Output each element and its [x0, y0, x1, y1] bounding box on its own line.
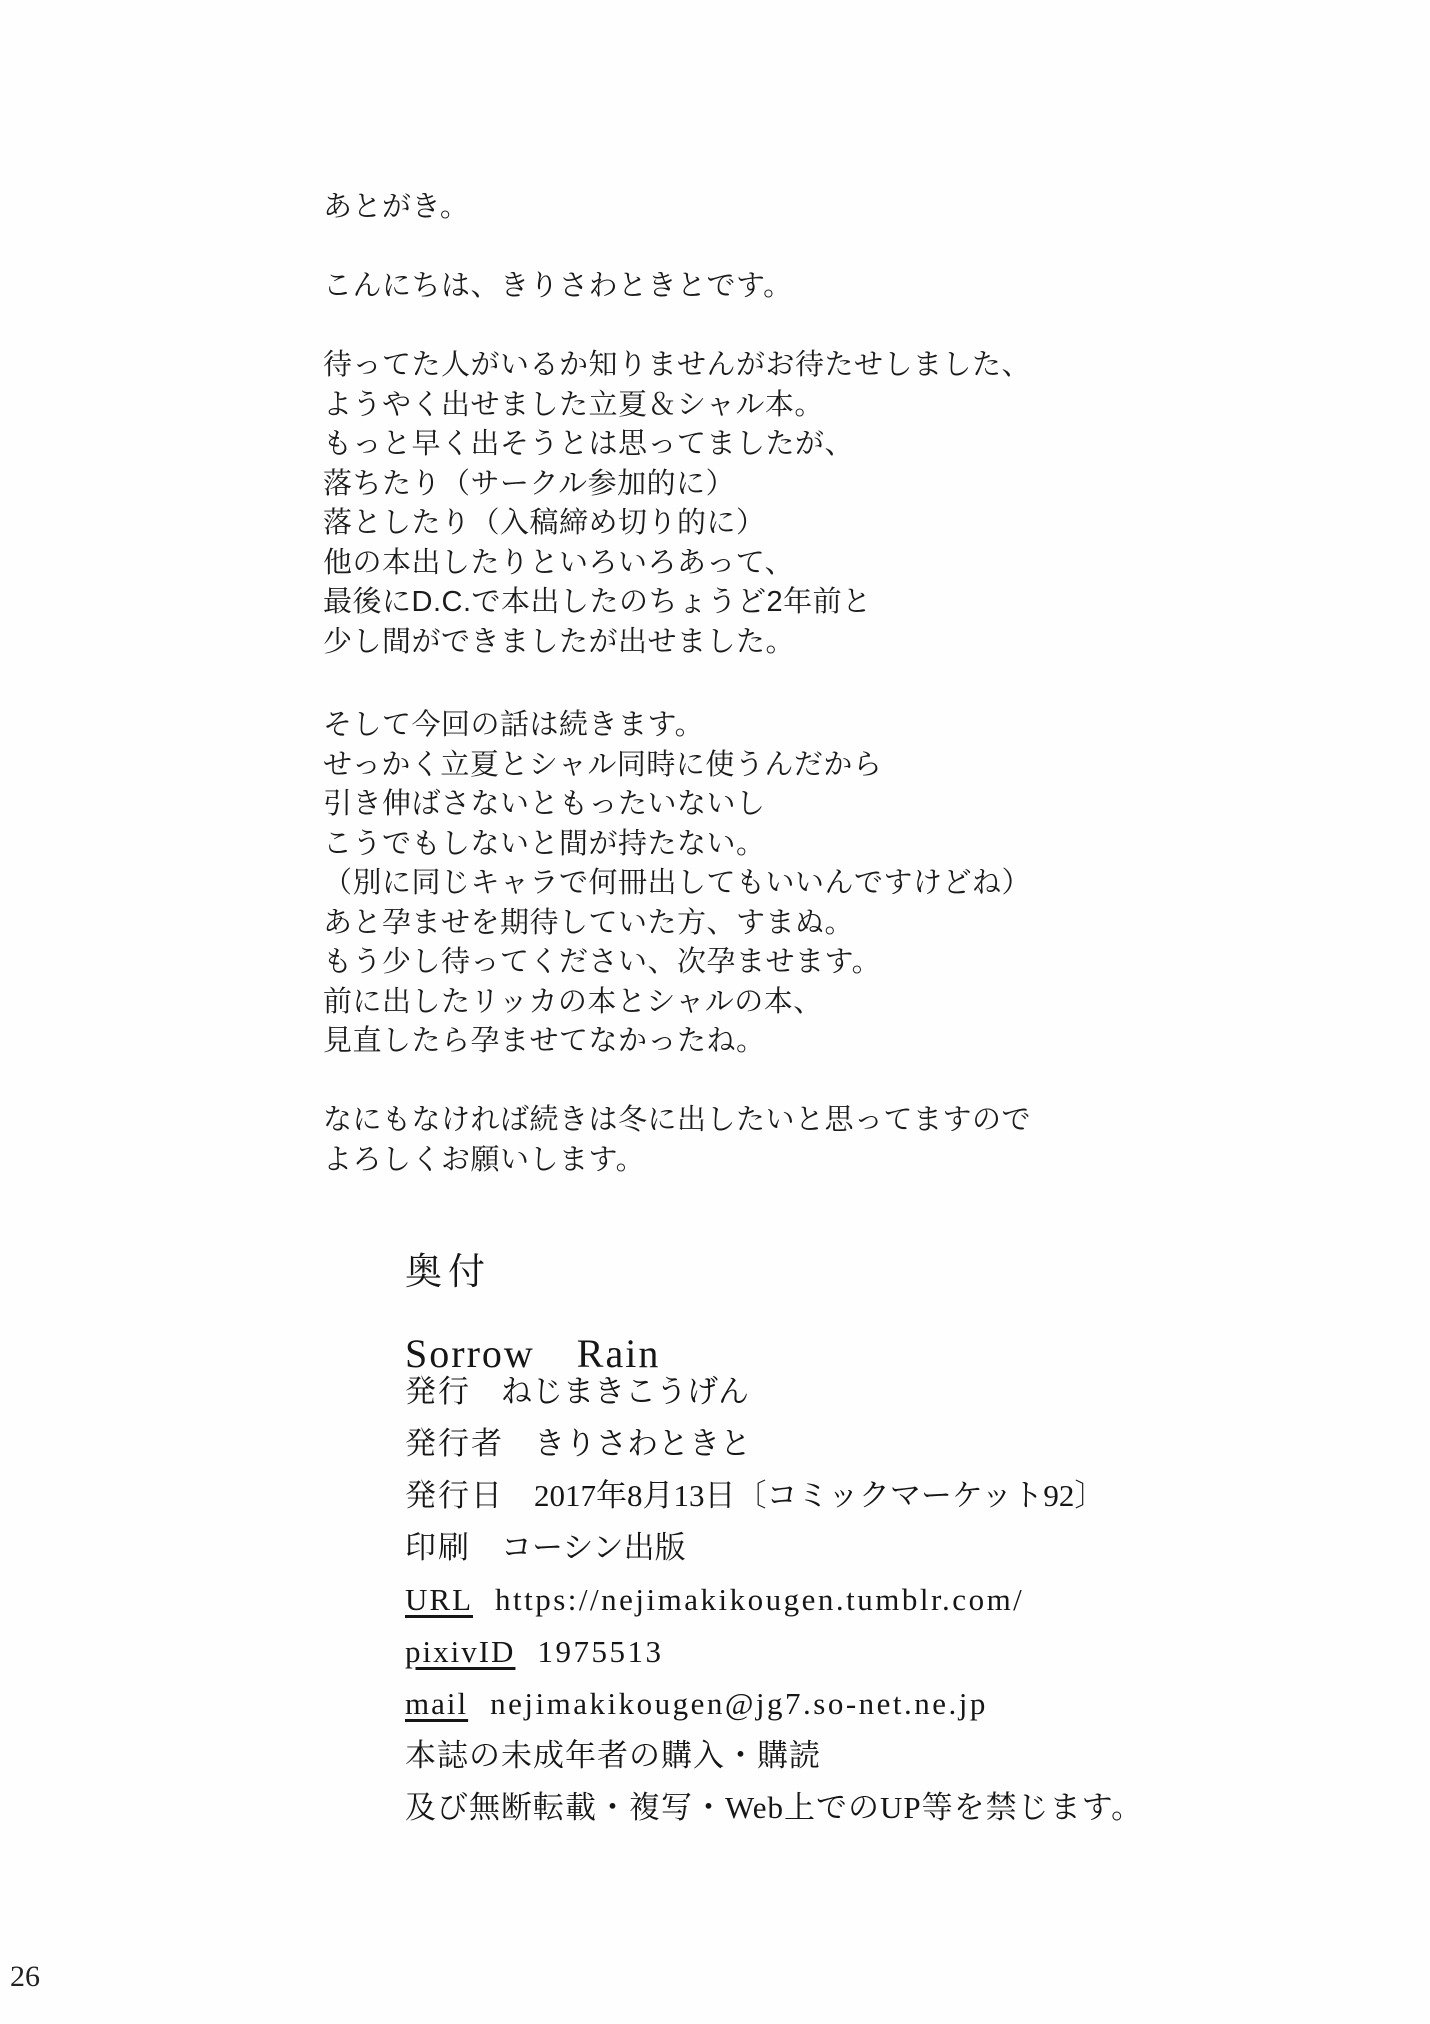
- afterword-line: もう少し待ってください、次孕ませます。: [323, 946, 882, 978]
- afterword-line: もっと早く出そうとは思ってましたが、: [323, 428, 855, 460]
- colophon-label: 発行者: [405, 1426, 504, 1461]
- afterword-greeting: こんにちは、きりさわときとです。: [323, 270, 793, 302]
- afterword-line: こうでもしないと間が持たない。: [323, 827, 766, 860]
- afterword-paragraph: [323, 188, 1031, 228]
- colophon-label: 印刷: [405, 1530, 471, 1565]
- colophon-value: ねじまきこうげん: [501, 1374, 749, 1409]
- colophon-label: 発行: [405, 1374, 471, 1409]
- afterword-line: せっかく立夏とシャル同時に使うんだから: [323, 748, 883, 781]
- afterword-line: よろしくお願いします。: [323, 1143, 646, 1176]
- colophon-row-mail: [405, 1678, 1143, 1730]
- colophon-value-url: https://nejimakikougen.tumblr.com/: [495, 1582, 1025, 1617]
- afterword-line: 他の本出したりといろいろあって、: [323, 546, 795, 579]
- colophon-value-mail: nejimakikougen@jg7.so-net.ne.jp: [490, 1686, 988, 1721]
- afterword-paragraph: [323, 346, 1031, 662]
- colophon-row-author: [405, 1418, 1143, 1470]
- afterword-paragraph: [323, 1101, 1031, 1180]
- colophon-label: mail: [405, 1686, 469, 1721]
- afterword-paragraph: [323, 706, 1031, 1062]
- afterword-line: あと孕ませを期待していた方、すまぬ。: [323, 906, 855, 939]
- afterword-line: なにもなければ続きは冬に出したいと思ってますので: [323, 1104, 1032, 1136]
- afterword-heading: あとがき。: [323, 191, 470, 223]
- book-title: Sorrow Rain: [405, 1331, 661, 1376]
- colophon-row-publish-date: [405, 1470, 1143, 1522]
- afterword-line: 落としたり（入稿締め切り的に）: [323, 507, 766, 539]
- colophon-value: コーシン出版: [501, 1530, 686, 1565]
- afterword-line: ようやく出せました立夏＆シャル本。: [323, 388, 824, 421]
- afterword-line: 見直したら孕ませてなかったね。: [323, 1025, 766, 1057]
- afterword-line: 待ってた人がいるか知りませんがお待たせしました、: [323, 349, 1032, 381]
- page-number: 26: [10, 1960, 40, 1993]
- afterword-line: 前に出したリッカの本とシャルの本、: [323, 985, 823, 1018]
- colophon-label: 発行日: [405, 1478, 504, 1513]
- afterword-line: （別に同じキャラで何冊出してもいいんですけどね）: [323, 867, 1032, 899]
- afterword-paragraph: [323, 267, 1031, 307]
- colophon-value: きりさわときと: [534, 1426, 751, 1461]
- afterword-line: 引き伸ばさないともったいないし: [323, 788, 766, 820]
- afterword-line: 最後にD.C.で本出したのちょうど2年前と: [323, 586, 872, 618]
- colophon-row-pixiv-id: [405, 1626, 1143, 1678]
- colophon-label: pixivID: [405, 1634, 516, 1669]
- afterword-line: そして今回の話は続きます。: [323, 709, 705, 741]
- colophon-row-publisher-circle: [405, 1366, 1143, 1418]
- colophon-heading: 奥付: [405, 1252, 491, 1293]
- afterword-line: 落ちたり（サークル参加的に）: [323, 467, 736, 500]
- colophon-value-pixiv-id: 1975513: [537, 1634, 664, 1669]
- afterword-section: [323, 188, 1031, 1180]
- colophon-section: [405, 1366, 1143, 1834]
- colophon-row-url: [405, 1574, 1143, 1626]
- afterword-line: 少し間ができましたが出せました。: [323, 625, 796, 658]
- colophon-label: URL: [405, 1582, 473, 1617]
- notice-line: 及び無断転載・複写・Web上でのUP等を禁じます。: [405, 1790, 1144, 1825]
- notice-line: 本誌の未成年者の購入・購読: [405, 1738, 821, 1773]
- colophon-value: 2017年8月13日〔コミックマーケット92〕: [534, 1478, 1106, 1513]
- colophon-row-printer: [405, 1522, 1143, 1574]
